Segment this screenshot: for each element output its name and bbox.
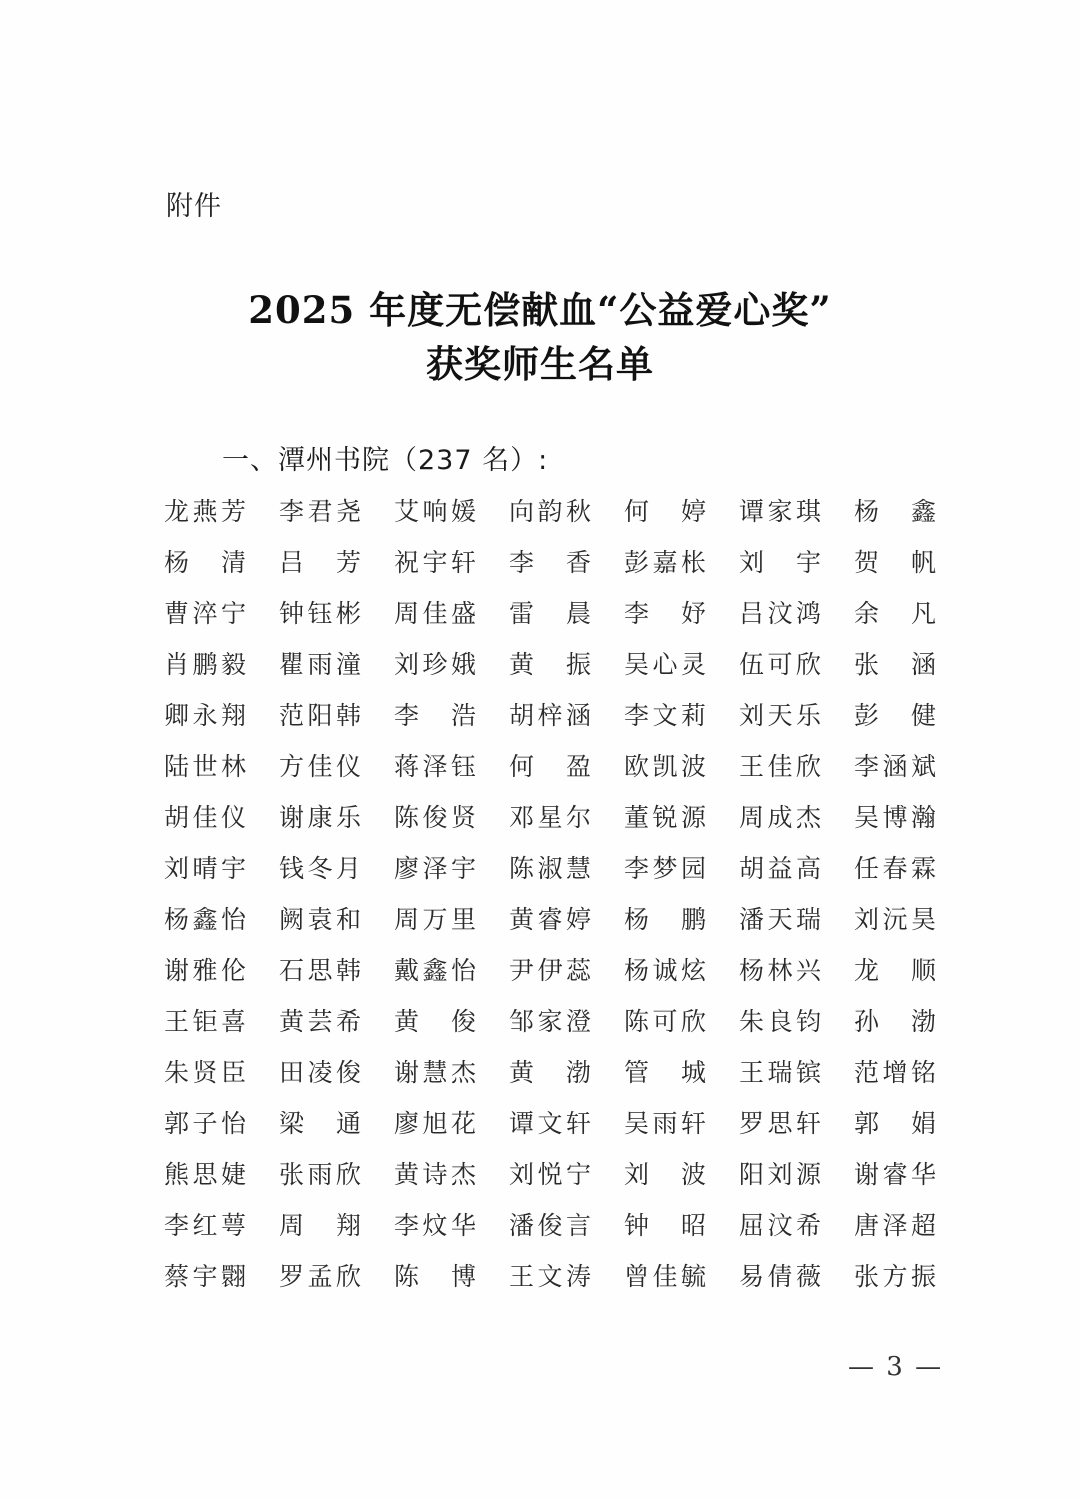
name-entry: 彭 健 [854, 700, 936, 730]
page-number: — 3 — [848, 1352, 944, 1382]
name-entry: 谢 康 乐 [279, 802, 361, 832]
name-entry: 谭 文 轩 [509, 1108, 591, 1138]
name-entry: 蔡 宇 翾 [164, 1261, 246, 1291]
name-entry: 肖 鹏 毅 [164, 649, 246, 679]
name-entry: 邓 星 尔 [509, 802, 591, 832]
name-entry: 潘 天 瑞 [739, 904, 821, 934]
name-entry: 陈 俊 贤 [394, 802, 476, 832]
name-entry: 黄 睿 婷 [509, 904, 591, 934]
name-entry: 熊 思 婕 [164, 1159, 246, 1189]
name-entry: 黄 俊 [394, 1006, 476, 1036]
name-entry: 刘 晴 宇 [164, 853, 246, 883]
document-title-line2: 获奖师生名单 [426, 342, 654, 386]
name-entry: 阳 刘 源 [739, 1159, 821, 1189]
name-entry: 廖 旭 花 [394, 1108, 476, 1138]
name-entry: 刘 天 乐 [739, 700, 821, 730]
name-entry: 罗 思 轩 [739, 1108, 821, 1138]
name-entry: 朱 良 钧 [739, 1006, 821, 1036]
name-entry: 杨 鹏 [624, 904, 706, 934]
name-entry: 廖 泽 宇 [394, 853, 476, 883]
name-entry: 孙 渤 [854, 1006, 936, 1036]
name-entry: 李 红 萼 [164, 1210, 246, 1240]
name-entry: 李 香 [509, 547, 591, 577]
name-entry: 杨 清 [164, 547, 246, 577]
name-entry: 李 妤 [624, 598, 706, 628]
name-entry: 任 春 霖 [854, 853, 936, 883]
name-entry: 祝 宇 轩 [394, 547, 476, 577]
name-list [164, 484, 944, 1300]
name-entry: 王 文 涛 [509, 1261, 591, 1291]
name-entry: 周 翔 [279, 1210, 361, 1240]
name-entry: 石 思 韩 [279, 955, 361, 985]
name-entry: 何 盈 [509, 751, 591, 781]
name-entry: 阙 袁 和 [279, 904, 361, 934]
name-entry: 张 涵 [854, 649, 936, 679]
name-entry: 钟 昭 [624, 1210, 706, 1240]
name-entry: 艾 响 媛 [394, 496, 476, 526]
name-entry: 邹 家 澄 [509, 1006, 591, 1036]
name-entry: 董 锐 源 [624, 802, 706, 832]
name-entry: 刘 悦 宁 [509, 1159, 591, 1189]
name-entry: 潘 俊 言 [509, 1210, 591, 1240]
name-entry: 郭 娟 [854, 1108, 936, 1138]
name-entry: 郭 子 怡 [164, 1108, 246, 1138]
name-entry: 刘 珍 娥 [394, 649, 476, 679]
name-entry: 屈 汶 希 [739, 1210, 821, 1240]
name-entry: 刘 宇 [739, 547, 821, 577]
name-entry: 欧 凯 波 [624, 751, 706, 781]
name-entry: 曹 淬 宁 [164, 598, 246, 628]
name-entry: 周 成 杰 [739, 802, 821, 832]
name-entry: 谭 家 琪 [739, 496, 821, 526]
name-entry: 钱 冬 月 [279, 853, 361, 883]
name-entry: 钟 钰 彬 [279, 598, 361, 628]
name-entry: 陈 淑 慧 [509, 853, 591, 883]
name-entry: 梁 通 [279, 1108, 361, 1138]
name-entry: 彭 嘉 枨 [624, 547, 706, 577]
name-entry: 朱 贤 臣 [164, 1057, 246, 1087]
name-entry: 陈 博 [394, 1261, 476, 1291]
name-entry: 刘 沅 昊 [854, 904, 936, 934]
attachment-label: 附件 [166, 191, 222, 222]
name-entry: 何 婷 [624, 496, 706, 526]
name-entry: 吕 芳 [279, 547, 361, 577]
name-entry: 杨 诚 炫 [624, 955, 706, 985]
name-entry: 李 炆 华 [394, 1210, 476, 1240]
name-entry: 曾 佳 毓 [624, 1261, 706, 1291]
name-entry: 雷 晨 [509, 598, 591, 628]
name-entry: 胡 梓 涵 [509, 700, 591, 730]
name-entry: 陆 世 林 [164, 751, 246, 781]
name-entry: 张 雨 欣 [279, 1159, 361, 1189]
name-entry: 杨 鑫 怡 [164, 904, 246, 934]
name-entry: 王 钜 喜 [164, 1006, 246, 1036]
name-entry: 尹 伊 蕊 [509, 955, 591, 985]
name-entry: 李 浩 [394, 700, 476, 730]
name-entry: 罗 孟 欣 [279, 1261, 361, 1291]
name-entry: 杨 林 兴 [739, 955, 821, 985]
name-entry: 贺 帆 [854, 547, 936, 577]
name-entry: 向 韵 秋 [509, 496, 591, 526]
name-entry: 戴 鑫 怡 [394, 955, 476, 985]
name-entry: 方 佳 仪 [279, 751, 361, 781]
name-entry: 吴 雨 轩 [624, 1108, 706, 1138]
name-entry: 胡 佳 仪 [164, 802, 246, 832]
name-entry: 吴 博 瀚 [854, 802, 936, 832]
name-entry: 周 万 里 [394, 904, 476, 934]
name-entry: 管 城 [624, 1057, 706, 1087]
name-entry: 黄 芸 希 [279, 1006, 361, 1036]
name-entry: 杨 鑫 [854, 496, 936, 526]
name-entry: 李 涵 斌 [854, 751, 936, 781]
name-entry: 谢 雅 伦 [164, 955, 246, 985]
name-entry: 黄 渤 [509, 1057, 591, 1087]
document-title-line1: 2025 年度无偿献血“公益爱心奖” [248, 288, 832, 332]
name-entry: 龙 顺 [854, 955, 936, 985]
name-entry: 张 方 振 [854, 1261, 936, 1291]
name-entry: 蒋 泽 钰 [394, 751, 476, 781]
name-entry: 刘 波 [624, 1159, 706, 1189]
name-entry: 周 佳 盛 [394, 598, 476, 628]
name-entry: 吴 心 灵 [624, 649, 706, 679]
name-entry: 李 文 莉 [624, 700, 706, 730]
name-entry: 唐 泽 超 [854, 1210, 936, 1240]
name-entry: 黄 诗 杰 [394, 1159, 476, 1189]
name-entry: 伍 可 欣 [739, 649, 821, 679]
name-entry: 范 增 铭 [854, 1057, 936, 1087]
section-heading: 一、潭州书院（237 名）: [222, 445, 549, 476]
name-entry: 龙 燕 芳 [164, 496, 246, 526]
name-entry: 吕 汶 鸿 [739, 598, 821, 628]
name-entry: 王 瑞 镔 [739, 1057, 821, 1087]
name-entry: 易 倩 薇 [739, 1261, 821, 1291]
name-entry: 李 君 尧 [279, 496, 361, 526]
name-entry: 王 佳 欣 [739, 751, 821, 781]
name-entry: 瞿 雨 潼 [279, 649, 361, 679]
name-entry: 田 凌 俊 [279, 1057, 361, 1087]
name-entry: 谢 慧 杰 [394, 1057, 476, 1087]
name-entry: 陈 可 欣 [624, 1006, 706, 1036]
name-entry: 卿 永 翔 [164, 700, 246, 730]
name-entry: 余 凡 [854, 598, 936, 628]
name-entry: 谢 睿 华 [854, 1159, 936, 1189]
name-entry: 范 阳 韩 [279, 700, 361, 730]
name-entry: 黄 振 [509, 649, 591, 679]
name-entry: 胡 益 高 [739, 853, 821, 883]
name-entry: 李 梦 园 [624, 853, 706, 883]
